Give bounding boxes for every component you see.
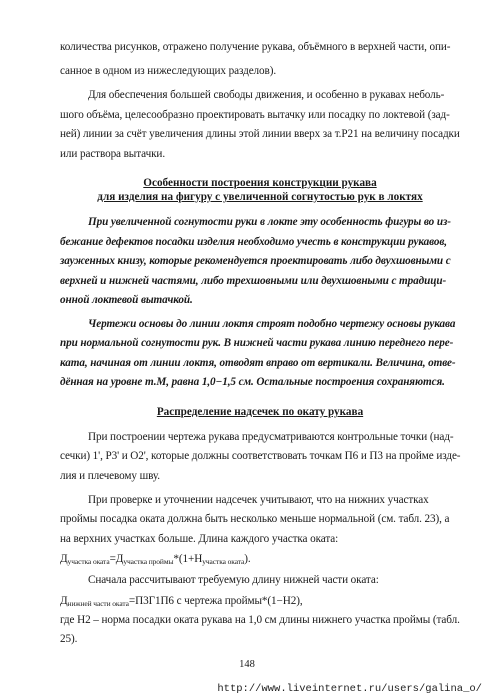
text-line: на верхних участках больше. Длина каждого участка оката: <box>60 533 339 545</box>
text-line: где Н2 – норма посадки оката рукава на 1,0 см длины нижнего участка проймы (табл. <box>60 614 460 626</box>
text-line: проймы посадка оката должна быть несколько меньше нормальной (см. табл. 23), а <box>60 513 450 525</box>
formula-line: $Д_{участка оката}=Д_{участка проймы}*(1+Н_{участка оката})$. <box>60 553 251 566</box>
italic-line: Чертежи основы до линии локтя строят подобно чертежу основы рукава <box>88 318 456 330</box>
text-line: лия и плечевому шву. <box>60 470 160 482</box>
source-url-watermark: http://www.liveinternet.ru/users/galina_o/ <box>217 683 482 695</box>
page-number: 148 <box>239 659 255 670</box>
text-line: санное в одном из нижеследующих разделов). <box>60 65 277 77</box>
section-heading: для изделия на фигуру с увеличенной согнутостью рук в локтях <box>97 191 423 203</box>
italic-line: онной локтевой вытачкой. <box>60 294 193 306</box>
italic-line: ката, начиная от линии локтя, отводят вправо от вертикали. Величина, отве- <box>60 357 456 369</box>
italic-line: верхней и нижней частями, либо трехшовными или двухшовными с традици- <box>60 275 447 287</box>
italic-line: дённая на уровне т.М, равна 1,0−1,5 см. Остальные построения сохраняются. <box>60 376 445 388</box>
text-line: При построении чертежа рукава предусматриваются контрольные точки (над- <box>88 431 454 443</box>
section-heading: Распределение надсечек по окату рукава <box>156 406 364 418</box>
italic-line: зауженных книзу, которые рекомендуется проектировать либо двухшовными с <box>60 255 451 267</box>
text-line: ней) линии за счёт увеличения длины этой линии вверх за т.Р21 на величину посадки <box>60 128 460 140</box>
text-line: шого объёма, целесообразно проектировать вытачку или посадку по локтевой (зад- <box>60 109 450 121</box>
text-line: Сначала рассчитывают требуемую длину нижней части оката: <box>88 574 379 586</box>
italic-line: при нормальной согнутости рук. В нижней части рукава линию переднего пере- <box>60 337 454 349</box>
italic-line: При увеличенной согнутости руки в локте эту особенность фигуры во из- <box>88 216 451 228</box>
formula-line: $Д_{нижней части оката}=П3Г1П6$ с чертежа проймы*(1−Н2), <box>60 595 303 608</box>
italic-line: бежание дефектов посадки изделия необходимо учесть в конструкции рукавов, <box>60 236 447 248</box>
text-line: Для обеспечения большей свободы движения, и особенно в рукавах неболь- <box>88 89 445 101</box>
text-line: При проверке и уточнении надсечек учитывают, что на нижних участках <box>88 494 429 506</box>
text-line: количества рисунков, отражено получение рукава, объёмного в верхней части, опи- <box>60 41 451 53</box>
text-line: или раствора вытачки. <box>60 148 166 160</box>
text-line: сечки) 1', Р3' и О2', которые должны соответствовать точкам П6 и П3 на пройме изде- <box>60 450 461 462</box>
section-heading: Особенности построения конструкции рукава <box>143 177 377 189</box>
text-line: 25). <box>60 633 78 645</box>
